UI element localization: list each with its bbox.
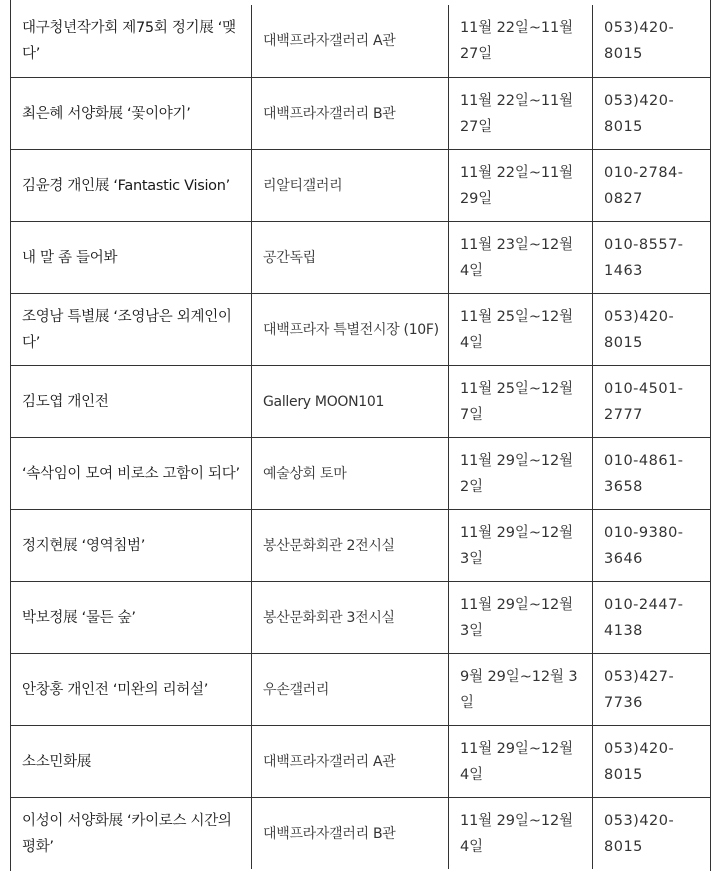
contact-phone: 053)420-8015 xyxy=(604,92,675,135)
contact-phone: 053)420-8015 xyxy=(604,20,675,62)
exhibition-table xyxy=(10,0,711,871)
exhibition-title: 소소민화展 xyxy=(11,726,252,797)
exhibition-dates: 11월 29일~12월 4일 xyxy=(449,798,593,869)
contact-phone: 010-2784-0827 xyxy=(604,164,684,207)
exhibition-dates: 9월 29일~12월 3일 xyxy=(449,654,593,725)
table-row xyxy=(11,77,711,149)
exhibition-title: 김도엽 개인전 xyxy=(11,366,252,437)
exhibition-venue: 봉산문화회관 2전시실 xyxy=(252,510,449,581)
exhibition-venue: 대백프라자 특별전시장 (10F) xyxy=(252,294,449,365)
contact-phone: 053)420-8015 xyxy=(604,740,675,783)
exhibition-venue: Gallery MOON101 xyxy=(252,366,449,437)
table-row xyxy=(11,581,711,653)
exhibition-dates: 11월 22일~11월 29일 xyxy=(449,150,593,221)
table-row xyxy=(11,365,711,437)
exhibition-dates: 11월 25일~12월 4일 xyxy=(449,294,593,365)
exhibition-title: 정지현展 ‘영역침범’ xyxy=(11,510,252,581)
exhibition-title: 박보정展 ‘물든 숲’ xyxy=(11,582,252,653)
exhibition-venue: 대백프라자갤러리 B관 xyxy=(252,798,449,869)
exhibition-venue: 우손갤러리 xyxy=(252,654,449,725)
exhibition-title: 안창홍 개인전 ‘미완의 리허설’ xyxy=(11,654,252,725)
contact-phone: 053)420-8015 xyxy=(604,812,675,855)
contact-phone: 010-8557-1463 xyxy=(604,236,684,279)
exhibition-title: 조영남 특별展 ‘조영남은 외계인이다’ xyxy=(11,294,252,365)
exhibition-venue: 대백프라자갤러리 A관 xyxy=(252,5,449,77)
contact-phone: 010-9380-3646 xyxy=(604,524,684,567)
exhibition-dates: 11월 25일~12월 7일 xyxy=(449,366,593,437)
table-row xyxy=(11,5,711,77)
exhibition-venue: 예술상회 토마 xyxy=(252,438,449,509)
table-row xyxy=(11,509,711,581)
table-row xyxy=(11,725,711,797)
exhibition-dates: 11월 22일~11월 27일 xyxy=(449,78,593,149)
contact-phone: 010-4501-2777 xyxy=(604,380,684,423)
exhibition-dates: 11월 29일~12월 4일 xyxy=(449,726,593,797)
exhibition-dates: 11월 29일~12월 3일 xyxy=(449,510,593,581)
exhibition-venue: 리알티갤러리 xyxy=(252,150,449,221)
exhibition-dates: 11월 22일~11월 27일 xyxy=(449,5,593,77)
exhibition-venue: 공간독립 xyxy=(252,222,449,293)
exhibition-title: 이성이 서양화展 ‘카이로스 시간의 평화’ xyxy=(11,798,252,869)
exhibition-venue: 대백프라자갤러리 B관 xyxy=(252,78,449,149)
contact-phone: 053)427-7736 xyxy=(604,668,675,711)
exhibition-title: ‘속삭임이 모여 비로소 고함이 되다’ xyxy=(11,438,252,509)
contact-phone: 010-4861-3658 xyxy=(604,452,684,495)
exhibition-venue: 대백프라자갤러리 A관 xyxy=(252,726,449,797)
contact-phone: 053)420-8015 xyxy=(604,308,675,351)
table-row xyxy=(11,797,711,869)
exhibition-dates: 11월 23일~12월 4일 xyxy=(449,222,593,293)
exhibition-title: 김윤경 개인展 ‘Fantastic Vision’ xyxy=(11,150,252,221)
table-row xyxy=(11,293,711,365)
table-row xyxy=(11,149,711,221)
exhibition-dates: 11월 29일~12월 3일 xyxy=(449,582,593,653)
table-row xyxy=(11,437,711,509)
exhibition-title: 대구청년작가회 제75회 정기展 ‘맺다’ xyxy=(11,5,252,77)
exhibition-title: 내 말 좀 들어봐 xyxy=(11,222,252,293)
table-row xyxy=(11,653,711,725)
exhibition-dates: 11월 29일~12월 2일 xyxy=(449,438,593,509)
table-row xyxy=(11,221,711,293)
exhibition-venue: 봉산문화회관 3전시실 xyxy=(252,582,449,653)
contact-phone: 010-2447-4138 xyxy=(604,596,684,639)
exhibition-title: 최은혜 서양화展 ‘꽃이야기’ xyxy=(11,78,252,149)
